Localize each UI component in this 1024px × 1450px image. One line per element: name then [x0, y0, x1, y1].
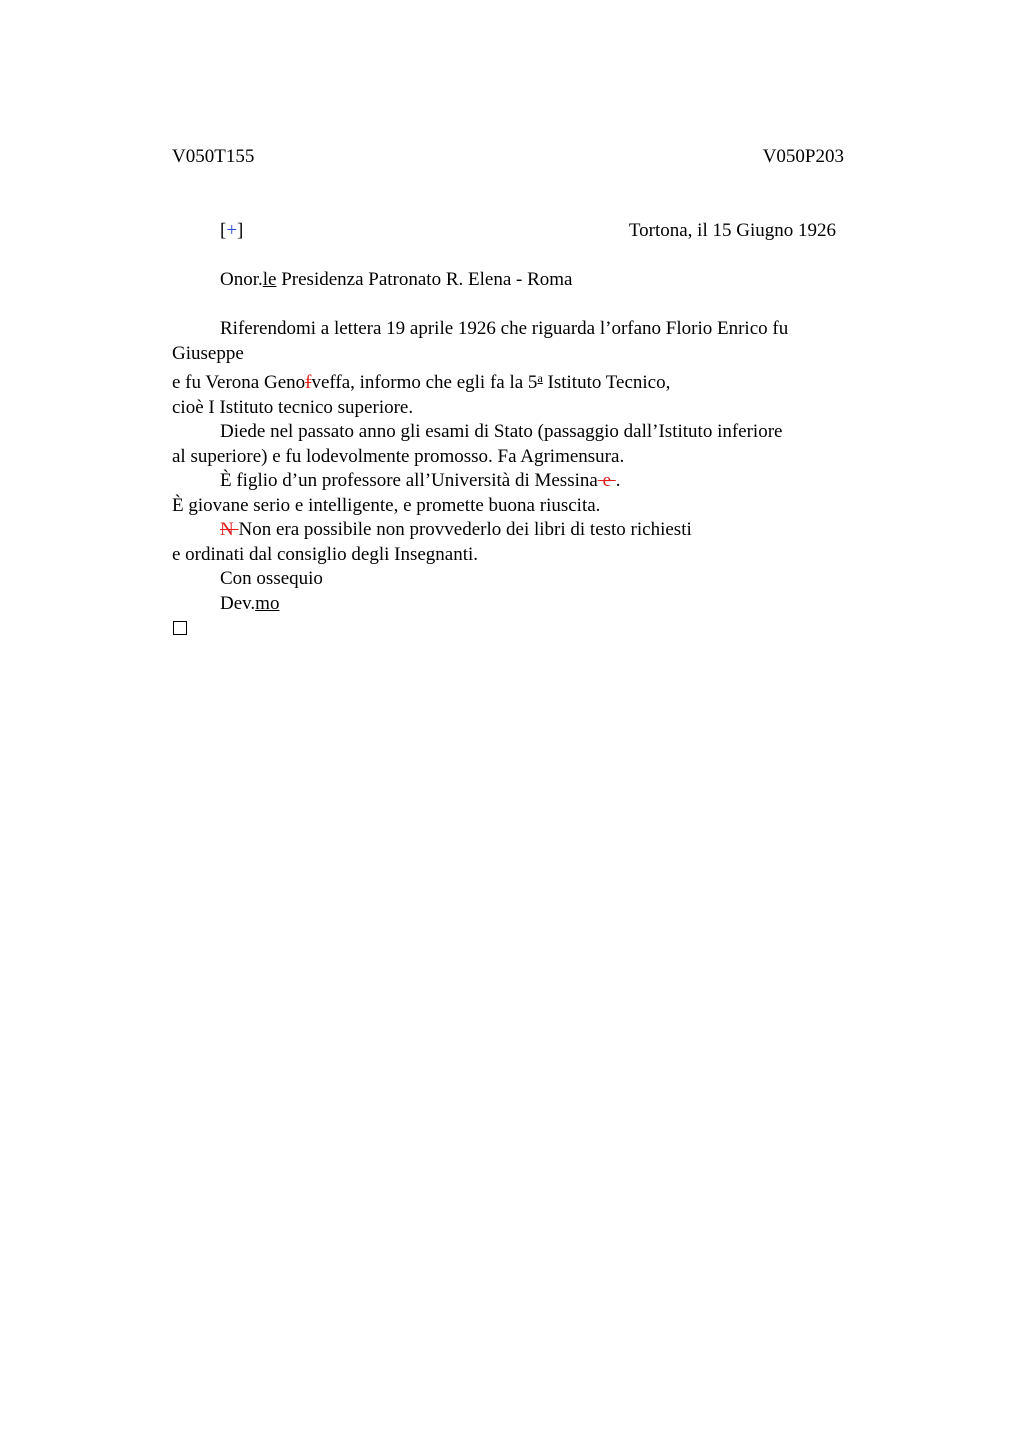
deleted-word: e — [597, 470, 616, 491]
recipient-abbrev: le — [262, 269, 277, 290]
plus-close-bracket: ] — [237, 220, 244, 241]
signoff-prefix: Dev. — [220, 592, 256, 614]
body-line-6: al superiore) e fu lodevolmente promosso. Fa Agrimensura. — [172, 445, 625, 467]
line3-superscript: a — [537, 371, 543, 385]
body-line-10: e ordinati dal consiglio degli Insegnanti. — [172, 543, 479, 565]
body-line-8: È giovane serio e intelligente, e promette buona riuscita. — [172, 494, 601, 516]
line9-part-b: Non era possibile non provvederlo dei libri di testo richiesti — [238, 519, 692, 540]
letter-date: Tortona, il 15 Giugno 1926 — [628, 220, 836, 241]
line3-part-b: veffa, informo che egli fa la 5 — [311, 372, 538, 393]
recipient-rest: Presidenza Patronato R. Elena - Roma — [276, 269, 573, 290]
plus-open-bracket: [ — [220, 220, 227, 241]
checkbox-square-icon — [173, 621, 187, 635]
body-line-1: Riferendomi a lettera 19 aprile 1926 che riguarda l’orfano Florio Enrico fu — [220, 318, 789, 339]
body-line-5: Diede nel passato anno gli esami di Stato (passaggio dall’Istituto inferiore — [220, 421, 783, 442]
plus-mark — [220, 220, 243, 242]
body-line-7 — [172, 469, 852, 494]
closing-line: Con ossequio — [220, 568, 323, 589]
signoff-abbrev: mo — [255, 592, 280, 614]
signoff-line — [172, 592, 852, 617]
line7-part-b: . — [615, 470, 621, 491]
letter-body — [172, 317, 852, 635]
body-line-2: Giuseppe — [172, 342, 244, 364]
recipient-prefix: Onor. — [220, 269, 263, 290]
document-code-right: V050P203 — [762, 146, 844, 167]
body-line-3 — [172, 366, 852, 396]
line3-part-c: Istituto Tecnico, — [542, 372, 671, 393]
body-line-4: cioè I Istituto tecnico superiore. — [172, 396, 414, 418]
body-line-9 — [172, 518, 852, 543]
letter-recipient — [220, 269, 572, 291]
document-code-left: V050T155 — [172, 146, 255, 167]
plus-sign: + — [226, 220, 238, 241]
line7-part-a: È figlio d’un professore all’Università di Messina — [220, 470, 598, 491]
deleted-initial: N — [220, 519, 239, 540]
deleted-letter: f — [305, 372, 312, 393]
line3-part-a: e fu Verona Geno — [172, 372, 306, 393]
